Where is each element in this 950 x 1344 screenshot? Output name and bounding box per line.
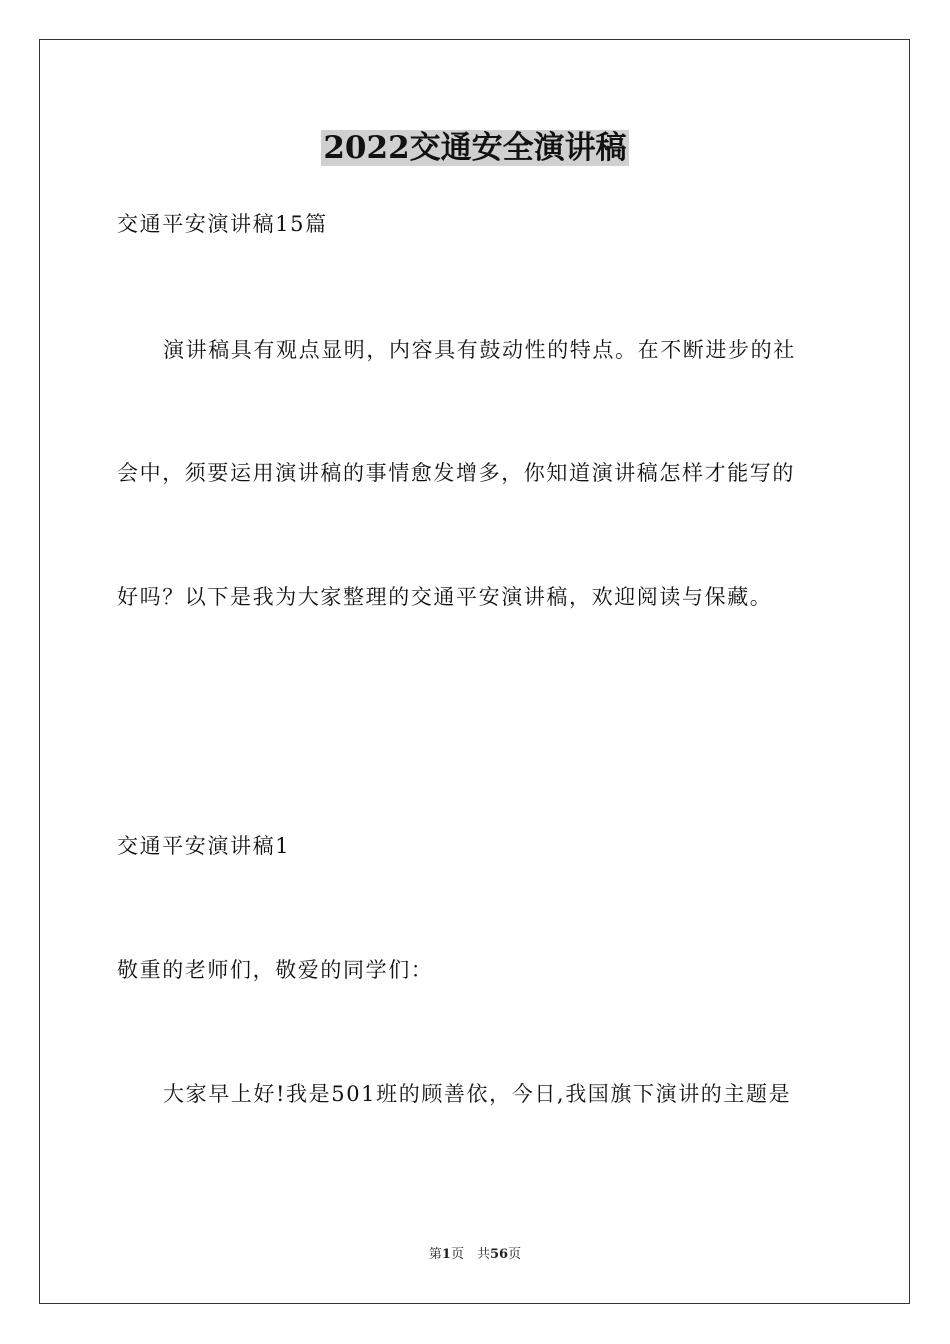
section-heading: 交通平安演讲稿1 xyxy=(117,834,291,858)
intro-line-2: 会中，须要运用演讲稿的事情愈发增多，你知道演讲稿怎样才能写的 xyxy=(117,461,795,485)
body-line-1: 大家早上好!我是501班的顾善依，今日,我国旗下演讲的主题是 xyxy=(163,1082,792,1106)
salutation: 敬重的老师们，敬爱的同学们： xyxy=(117,958,434,982)
document-title xyxy=(0,128,950,168)
document-subtitle: 交通平安演讲稿15篇 xyxy=(117,212,328,236)
footer-total-pages: 56 xyxy=(490,1247,509,1262)
document-title-text: 2022交通安全演讲稿 xyxy=(323,130,627,166)
footer-total-prefix: 共 xyxy=(476,1247,490,1262)
intro-line-1: 演讲稿具有观点显明，内容具有鼓动性的特点。在不断进步的社 xyxy=(163,338,796,362)
footer-page-number: 1 xyxy=(441,1247,451,1262)
footer-page-prefix: 第 xyxy=(428,1247,442,1262)
footer-total-suffix: 页 xyxy=(508,1247,522,1262)
page-footer xyxy=(0,1246,950,1264)
footer-page-suffix: 页 xyxy=(450,1247,464,1262)
intro-line-3: 好吗？以下是我为大家整理的交通平安演讲稿，欢迎阅读与保藏。 xyxy=(117,585,773,609)
